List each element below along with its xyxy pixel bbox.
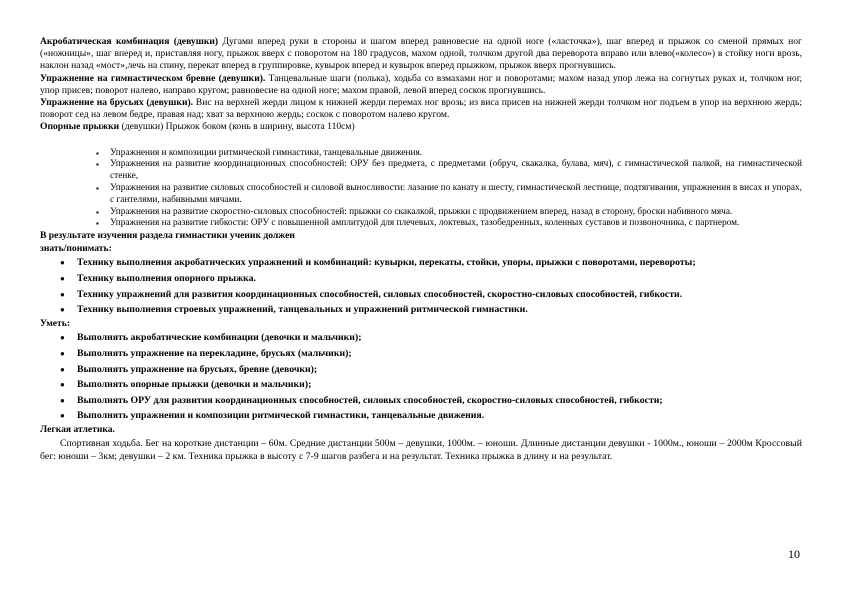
acrobatics-text: Дугами вперед руки в стороны и шагом вперед равновесие на одной ноге («ласточка»), шаг вперед и прыжок со сменой прямых ног («ножницы», шаг вперед и, приставляя ногу, прыжок вверх с поворотом на 180 градусов, махом одной, толчком другой два переворота вправо или влево(«колесо») в стойку ноги врозь, наклон назад «мост»,лечь на спину, перекат вперед в группировке, кувырок вперед и кувырок вперед прыжком, прыжок вверх прогнувшись. (40, 36, 802, 72)
athletics-heading: Легкая атлетика. (40, 423, 115, 435)
list-item: ● Технику упражнений для развития координационных способностей, силовых способностей, скоростно-силовых способностей, гибкости. (60, 287, 802, 303)
list-item: ▪ Упражнения на развитие силовых способностей и силовой выносливости: лазание по канату и шесту, гимнастической лестнице, подтягивания, упражнения в висах и упорах, с гантелями, набивными мячами. (96, 183, 802, 205)
beam-title: Упражнение на гимнастическом бревне (девушки). (40, 72, 266, 84)
vault-paragraph (40, 121, 802, 133)
square-bullet-icon: ▪ (96, 219, 99, 229)
list-item: ● Технику выполнения акробатических упражнений и комбинаций: кувырки, перекаты, стойки, упоры, прыжки с поворотами, перевороты; (60, 255, 802, 271)
round-bullet-icon: ● (60, 364, 65, 374)
bars-title: Упражнение на брусьях (девушки). (40, 97, 194, 109)
beam-paragraph (40, 73, 802, 97)
square-bullet-icon: ▪ (96, 184, 99, 194)
round-bullet-icon: ● (60, 395, 65, 405)
list-item: ● Выполнять ОРУ для развития координационных способностей, силовых способностей, скоростно-силовых способностей, гибкости; (60, 393, 802, 409)
can-heading: Уметь: (40, 317, 71, 329)
square-bullet-icon: ▪ (96, 207, 99, 217)
round-bullet-icon: ● (60, 380, 65, 390)
list-item: ▪ Упражнения на развитие координационных способностей: ОРУ без предмета, с предметами (обруч, скакалка, булава, мяч), с гимнастической палкой, на гимнастической стенке, (96, 159, 802, 182)
document-page (40, 36, 802, 463)
bars-paragraph (40, 97, 802, 121)
vault-text: (девушки) Прыжок боком (конь в ширину, высота 110см) (119, 121, 355, 133)
list-item: ● Технику выполнения строевых упражнений, танцевальных и упражнений ритмической гимнастики. (60, 302, 802, 318)
can-list (40, 330, 802, 424)
list-item: ● Выполнять акробатические комбинации (девочки и мальчики); (60, 330, 802, 346)
acrobatics-paragraph (40, 36, 802, 73)
list-item: ▪ Упражнения на развитие гибкости: ОРУ с повышенной амплитудой для плечевых, локтевых, тазобедренных, коленных суставов и позвоночника, с партнером. (96, 218, 740, 229)
page-number: 10 (788, 547, 800, 561)
list-item: ● Выполнять упражнения и композиции ритмической гимнастики, танцевальные движения. (60, 408, 802, 424)
square-bullet-icon: ▪ (96, 148, 99, 158)
vault-title: Опорные прыжки (40, 121, 120, 133)
acrobatics-title: Акробатическая комбинация (девушки) (40, 36, 219, 47)
list-item: ● Технику выполнения опорного прыжка. (60, 271, 802, 287)
round-bullet-icon: ● (60, 273, 65, 283)
square-bullet-icon: ▪ (96, 160, 99, 170)
round-bullet-icon: ● (60, 305, 65, 315)
round-bullet-icon: ● (60, 348, 65, 358)
round-bullet-icon: ● (60, 411, 65, 421)
result-heading: В результате изучения раздела гимнастики ученик должен (40, 230, 295, 242)
exercise-list (40, 148, 802, 231)
list-item: ● Выполнять упражнение на брусьях, бревне (девочки); (60, 362, 802, 378)
round-bullet-icon: ● (60, 333, 65, 343)
round-bullet-icon: ● (60, 258, 65, 268)
round-bullet-icon: ● (60, 289, 65, 299)
list-item: ● Выполнять опорные прыжки (девочки и мальчики); (60, 377, 802, 393)
know-heading: знать/понимать: (40, 242, 112, 254)
list-item: ▪ Упражнения на развитие скоростно-силовых способностей: прыжки со скакалкой, прыжки с продвижением вперед, назад в сторону, броски набивного мяча. (96, 206, 733, 217)
list-item: ▪ Упражнения и композиции ритмической гимнастики, танцевальные движения. (96, 147, 423, 158)
bars-text: Вис на верхней жерди лицом к нижней жерди перемах ног врозь; из виса присев на нижней жерди толчком ног подъем в упор на верхнюю жердь; поворот сед на левом бедре, правая над; хват за верхнюю жердь; соскок с поворотом налево кругом. (40, 97, 802, 121)
know-list (40, 255, 802, 317)
beam-text: Танцевальные шаги (полька), ходьба со взмахами ног и поворотами; махом назад упор лежа на согнутых руках и, толчком ног, упор присев; поворот налево, направо кругом; равновесие на одной ноге; махом правой, левой вперед соскок прогнувшись. (40, 72, 802, 96)
list-item: ● Выполнять упражнение на перекладине, брусьях (мальчики); (60, 346, 802, 362)
athletics-text: Спортивная ходьба. Бег на короткие дистанции – 60м. Средние дистанции 500м – девушки, 1000м. – юноши. Длинные дистанции девушки - 1000м., юноши – 2000м Кроссовый бег: юноши – 3км; девушки – 2 км. Техника прыжка в высоту с 7-9 шагов разбега и на результат. Техника прыжка в длину и на результат. (40, 437, 802, 462)
